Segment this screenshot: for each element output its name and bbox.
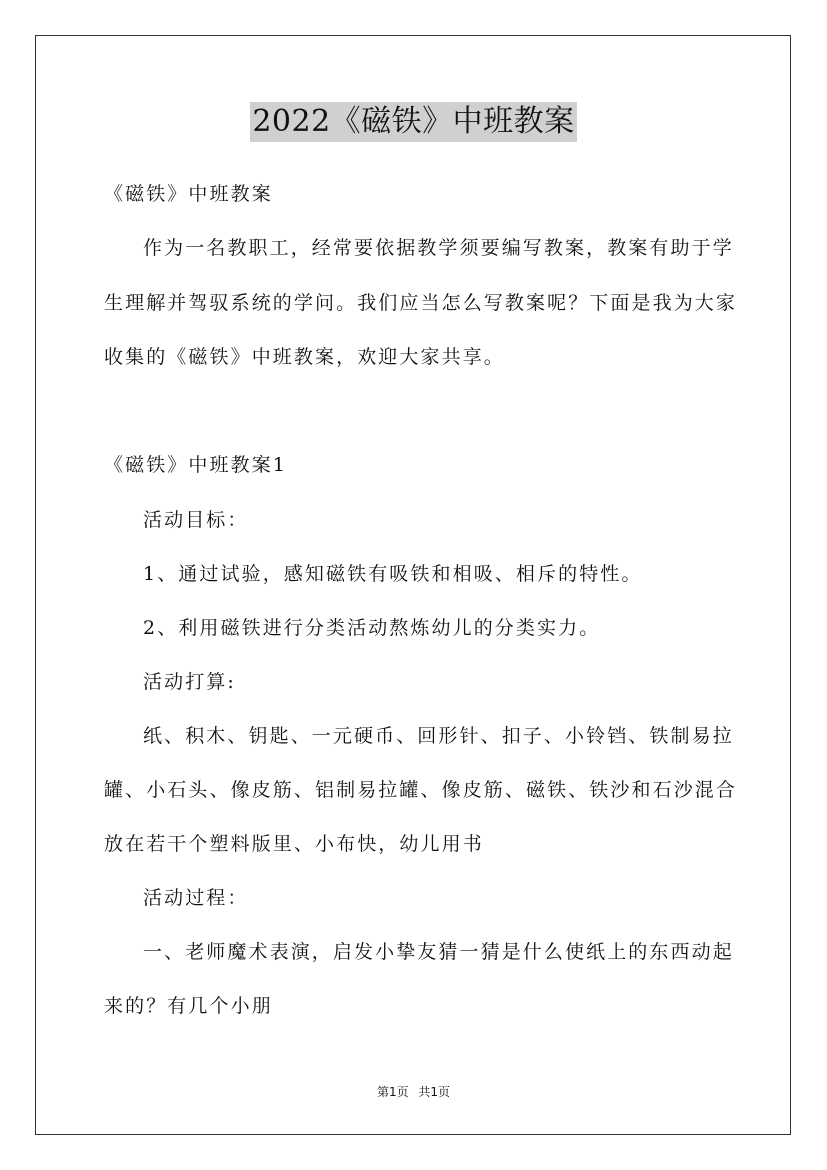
paragraph-line: 活动目标： — [143, 509, 249, 531]
paragraph-line: 活动打算: — [143, 671, 236, 693]
page-footer — [0, 1083, 827, 1101]
document-title: 2022《磁铁》中班教案 — [250, 102, 576, 142]
page-number: 第1页 — [376, 1085, 409, 1099]
paragraph-line: 纸、积木、钥匙、一元硬币、回形针、扣子、小铃铛、铁制易拉 — [143, 725, 734, 747]
section-heading: 《磁铁》中班教案1 — [104, 454, 287, 476]
paragraph-line: 收集的《磁铁》中班教案，欢迎大家共享。 — [104, 346, 505, 368]
paragraph-line: 1、通过试验，感知磁铁有吸铁和相吸、相斥的特性。 — [143, 563, 643, 585]
paragraph-line: 2、利用磁铁进行分类活动熬炼幼儿的分类实力。 — [143, 617, 601, 639]
paragraph-line: 生理解并驾驭系统的学问。我们应当怎么写教案呢？下面是我为大家 — [104, 292, 738, 314]
paragraph-line: 罐、小石头、像皮筋、铝制易拉罐、像皮筋、磁铁、铁沙和石沙混合 — [104, 779, 738, 801]
subtitle-line: 《磁铁》中班教案 — [104, 183, 273, 205]
paragraph-line: 放在若干个塑料版里、小布快，幼儿用书 — [104, 833, 484, 855]
paragraph-line: 来的？有几个小朋 — [104, 995, 273, 1017]
page-total: 共1页 — [418, 1085, 451, 1099]
paragraph-line: 活动过程： — [143, 887, 249, 909]
paragraph-line: 一、老师魔术表演，启发小挚友猜一猜是什么使纸上的东西动起 — [143, 941, 734, 963]
paragraph-line: 作为一名教职工，经常要依据教学须要编写教案，教案有助于学 — [143, 237, 734, 259]
title-container — [0, 102, 827, 142]
